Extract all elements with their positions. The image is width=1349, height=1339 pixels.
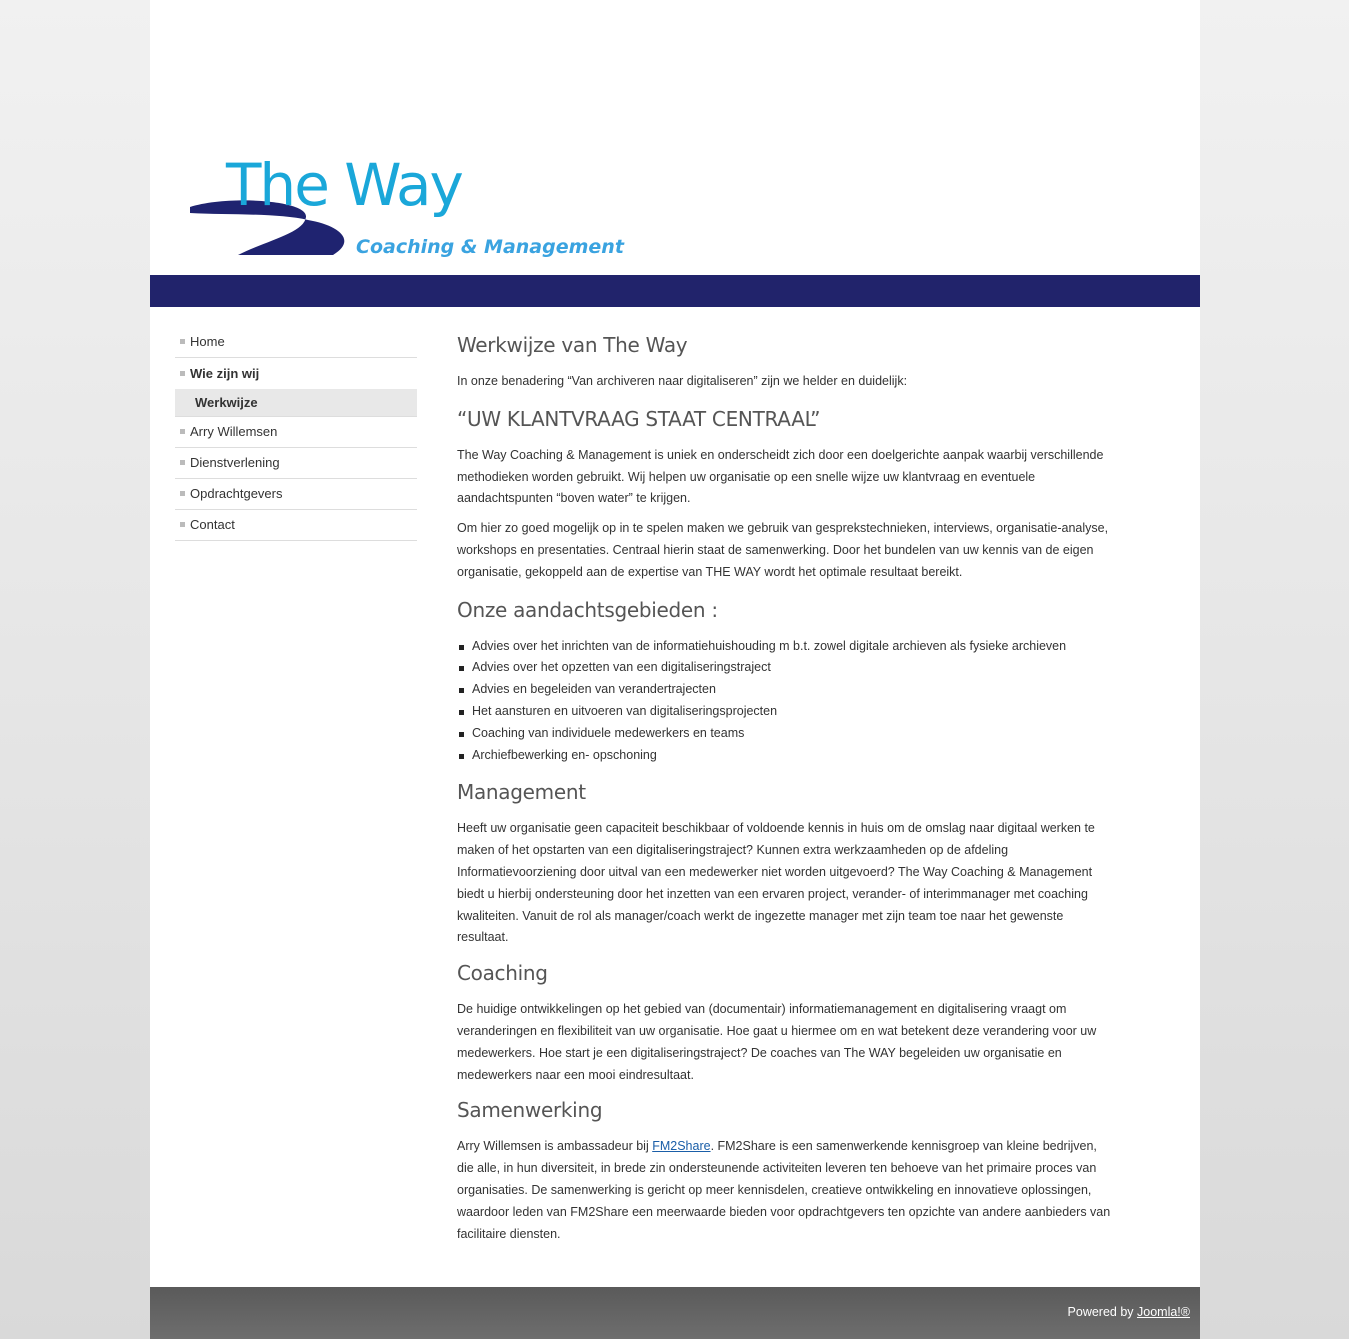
intro-text: In onze benadering “Van archiveren naar digitaliseren” zijn we helder en duidelijk: <box>457 374 908 388</box>
sidebar-item-werkwijze[interactable] <box>175 389 417 417</box>
bullet-icon <box>180 460 185 465</box>
bullet-icon <box>180 429 185 434</box>
sidebar-item-arry-willemsen[interactable] <box>175 417 417 448</box>
list-item: Advies en begeleiden van verandertrajecten <box>457 679 1117 701</box>
sidebar-item-contact[interactable] <box>175 510 417 541</box>
bullet-icon <box>180 339 185 344</box>
joomla-link[interactable]: Joomla!® <box>1137 1305 1190 1319</box>
management-text: Heeft uw organisatie geen capaciteit beschikbaar of voldoende kennis in huis om de omslag naar digitaal werken te maken of het opstarten van een digitaliseringstraject? Kunnen extra werkzaamheden op de afdeling Informatievoorziening door uitval van een medewerker niet worden uitgevoerd? The Way Coaching & Management biedt u hierbij ondersteuning door het inzetten van een ervaren project, verander- of interimmanager met coaching kwaliteiten. Vanuit de rol als manager/coach werkt de ingezette manager met zijn team toe naar het gewenste resultaat. <box>457 821 1095 945</box>
sidebar-item-label: Dienstverlening <box>190 455 280 470</box>
page <box>150 0 1200 1339</box>
fm2share-link[interactable]: FM2Share <box>652 1139 711 1154</box>
page-title: Werkwijze van The Way <box>457 333 688 357</box>
sidebar-item-home[interactable] <box>175 327 417 358</box>
sidebar-item-opdrachtgevers[interactable] <box>175 479 417 510</box>
list-item: Advies over het opzetten van een digitaliseringstraject <box>457 657 1117 679</box>
coaching-text: De huidige ontwikkelingen op het gebied van (documentair) informatiemanagement en digitalisering vraagt om veranderingen en flexibiliteit van uw organisatie. Hoe gaat u hiermee om en wat betekent deze verandering voor uw medewerkers. Hoe start je een digitaliseringstraject? De coaches van The WAY begeleiden uw organisatie en medewerkers naar een mooi eindresultaat. <box>457 1002 1097 1082</box>
sidebar-item-label: Werkwijze <box>195 395 258 410</box>
focus-list <box>457 636 1117 767</box>
coaching-heading: Coaching <box>457 961 548 986</box>
paragraph-1: The Way Coaching & Management is uniek en onderscheidt zich door een doelgerichte aanpak waarbij verschillende methodieken worden gebruikt. Wij helpen uw organisatie op een snelle wijze uw klantvraag en eventuele aandachtspunten “boven water” te krijgen. <box>457 447 1104 506</box>
focus-heading: Onze aandachtsgebieden : <box>457 597 718 622</box>
logo-subtitle: Coaching & Management <box>356 236 624 258</box>
management-heading: Management <box>457 780 586 805</box>
sidebar <box>175 327 417 541</box>
sidebar-item-label: Contact <box>190 517 235 532</box>
list-item: Advies over het inrichten van de informatiehuishouding m b.t. zowel digitale archieven als fysieke archieven <box>457 636 1117 658</box>
bullet-icon <box>180 491 185 496</box>
navbar <box>150 275 1200 307</box>
list-item: Het aansturen en uitvoeren van digitaliseringsprojecten <box>457 701 1117 723</box>
bullet-icon <box>180 371 185 376</box>
header <box>150 0 1200 275</box>
slogan-heading: “UW KLANTVRAAG STAAT CENTRAAL” <box>457 406 821 431</box>
sidebar-item-dienstverlening[interactable] <box>175 448 417 479</box>
list-item: Archiefbewerking en- opschoning <box>457 745 1117 767</box>
list-item: Coaching van individuele medewerkers en teams <box>457 723 1117 745</box>
paragraph-2: Om hier zo goed mogelijk op in te spelen maken we gebruik van gesprekstechnieken, interviews, organisatie-analyse, workshops en presentaties. Centraal hierin staat de samenwerking. Door het bundelen van uw kennis van de eigen organisatie, gekoppeld aan de expertise van THE WAY wordt het optimale resultaat bereikt. <box>457 521 1109 579</box>
sidebar-item-label: Wie zijn wij <box>190 366 260 381</box>
logo-title: The Way <box>226 151 462 219</box>
footer-credit: Powered by Joomla!® <box>1067 1305 1190 1319</box>
main-content <box>457 325 1117 1253</box>
sidebar-item-label: Opdrachtgevers <box>190 486 283 501</box>
logo[interactable] <box>188 150 624 265</box>
sidebar-item-label: Arry Willemsen <box>190 424 278 439</box>
sidebar-item-wie-zijn-wij[interactable] <box>175 359 417 389</box>
samenwerking-heading: Samenwerking <box>457 1098 603 1123</box>
bullet-icon <box>180 522 185 527</box>
samenwerking-text: Arry Willemsen is ambassadeur bij FM2Share. FM2Share is een samenwerkende kennisgroep van kleine bedrijven, die alle, in hun diversiteit, in brede zin ondersteunende activiteiten leveren ten behoeve van het primaire proces van organisaties. De samenwerking is gericht op meer kennisdelen, creatieve ontwikkeling en innovatieve oplossingen, waardoor leden van FM2Share een meerwaarde bieden voor opdrachtgevers ten opzichte van andere aanbieders van facilitaire diensten. <box>457 1139 1111 1241</box>
footer <box>150 1287 1200 1339</box>
sidebar-menu <box>175 327 417 541</box>
sidebar-item-label: Home <box>190 334 225 349</box>
